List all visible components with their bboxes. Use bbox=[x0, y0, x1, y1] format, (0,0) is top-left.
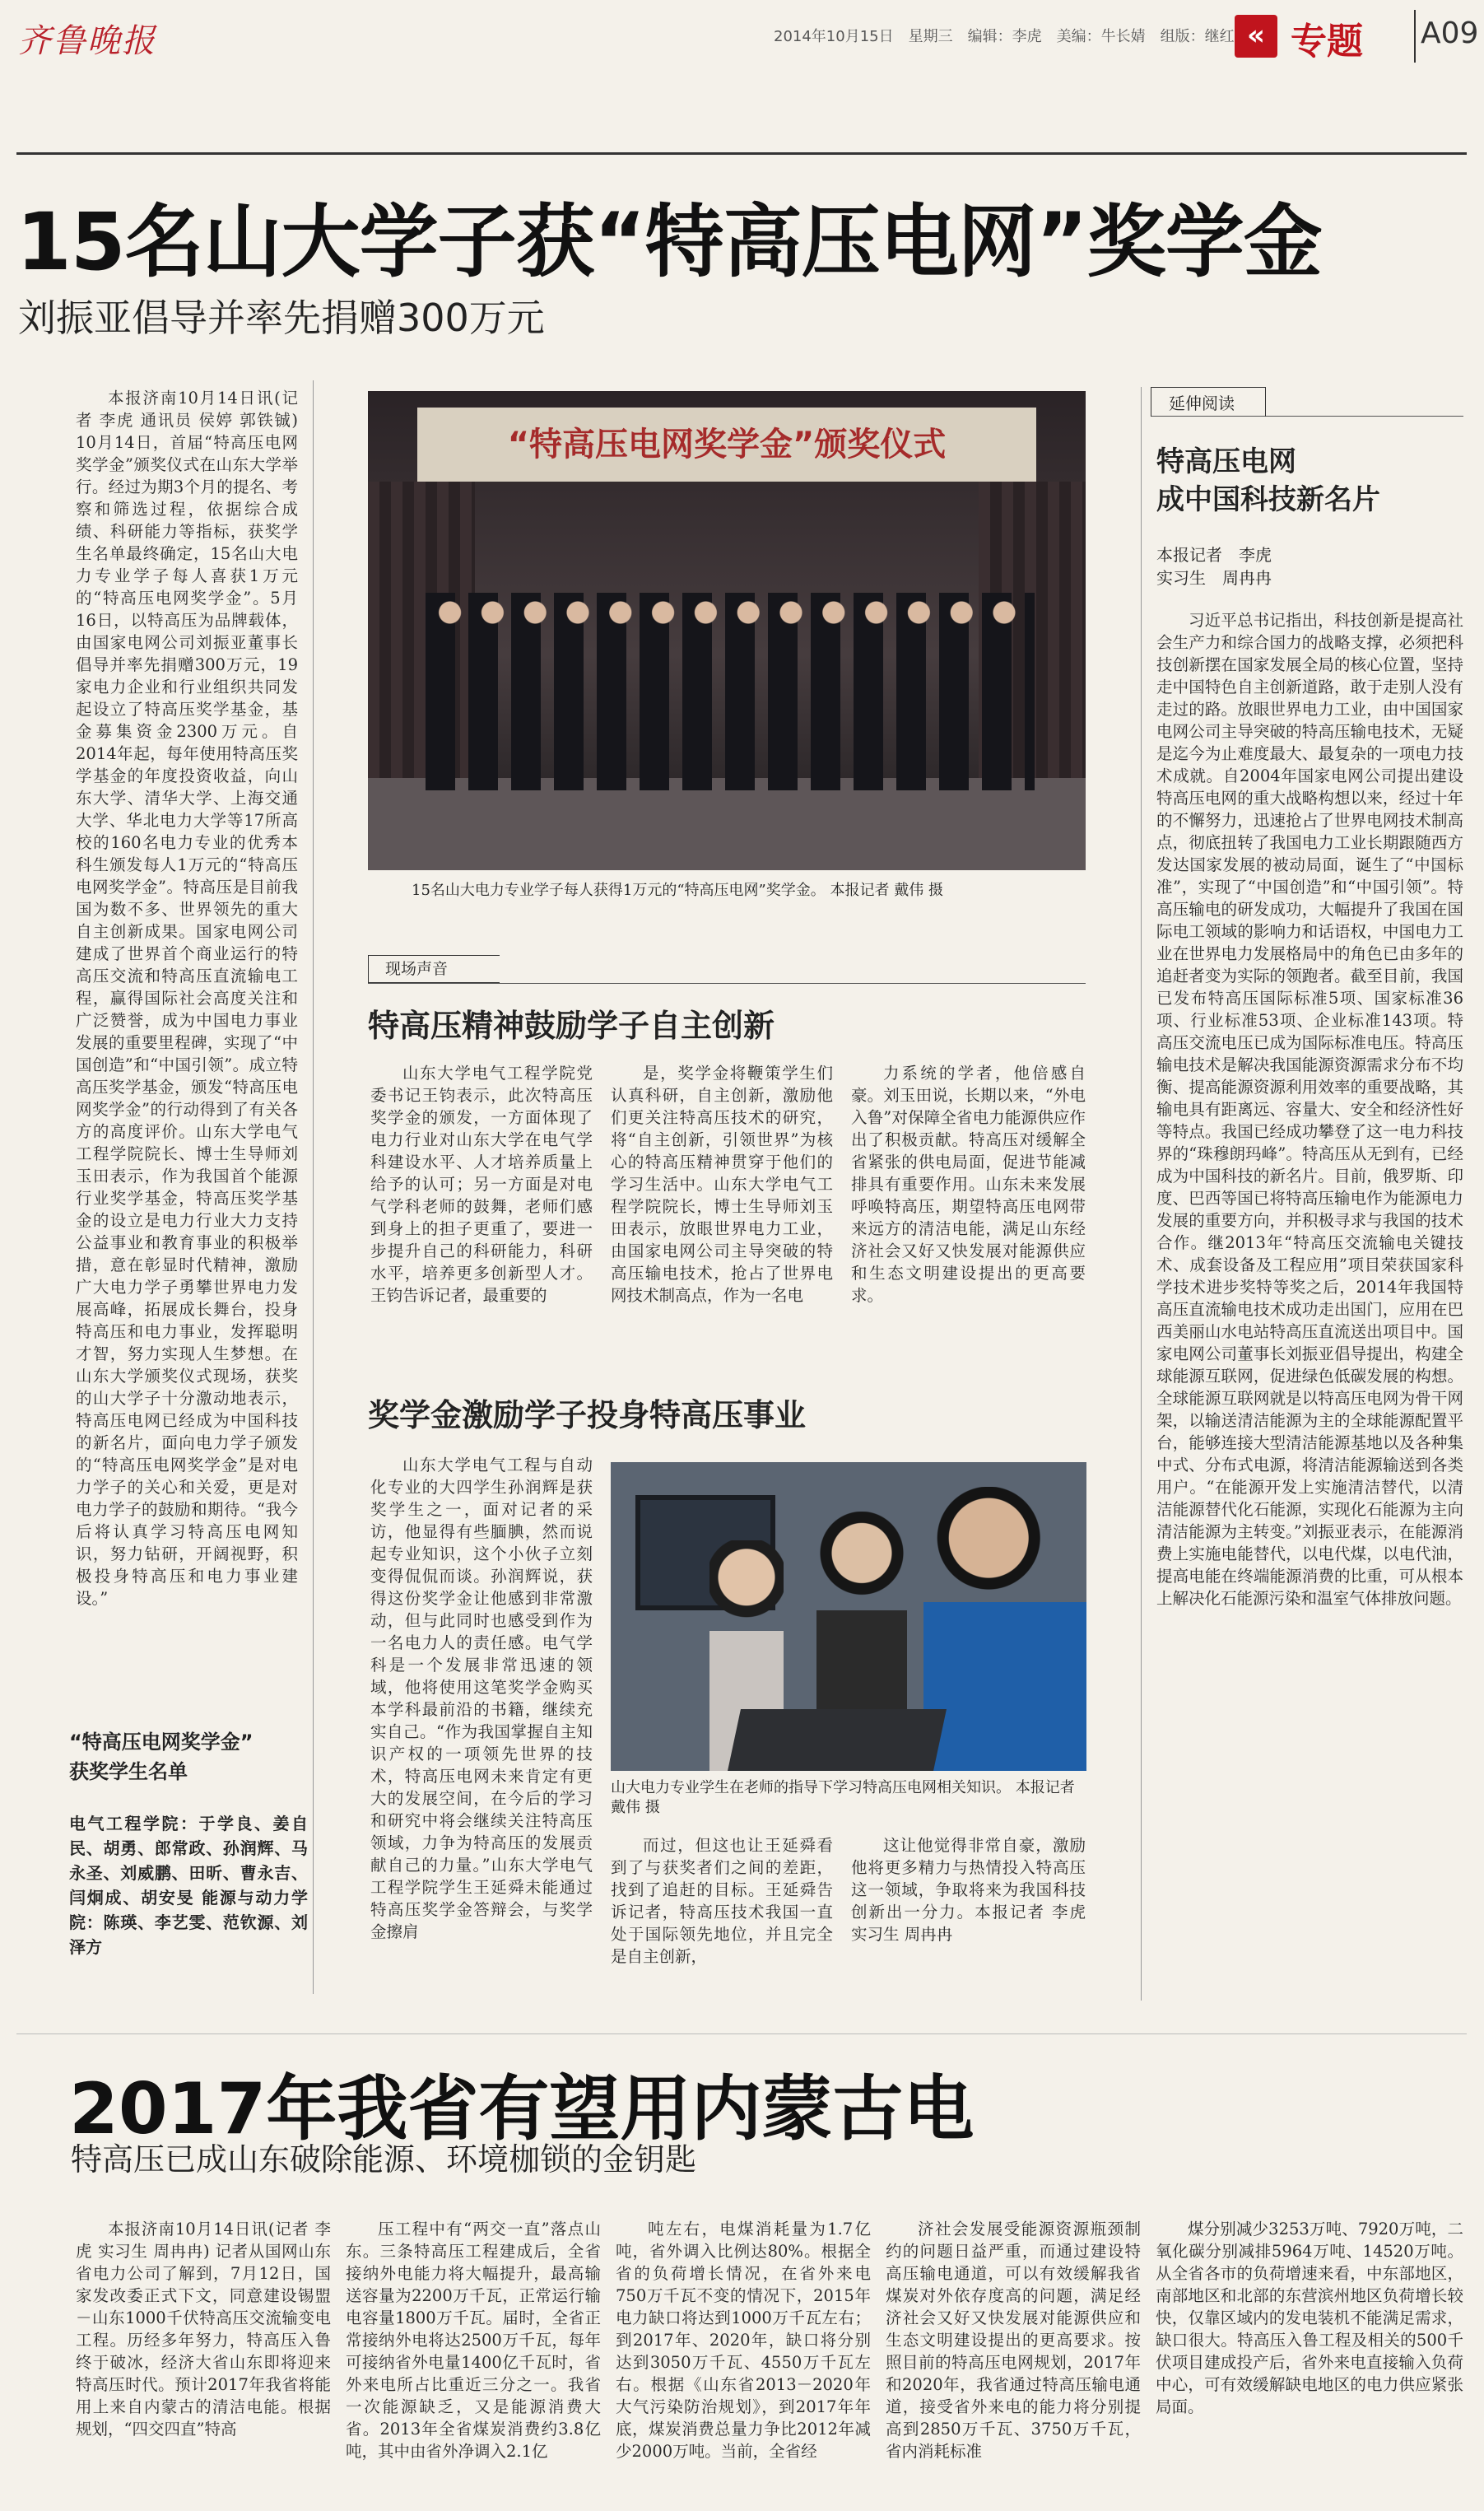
photo-caption: 15名山大电力专业学子每人获得1万元的“特高压电网”奖学金。 本报记者 戴伟 摄 bbox=[412, 882, 943, 899]
article2-text4: 济社会发展受能源资源瓶颈制约的问题日益严重，而通过建设特高压输电通道，可以有效缓解我省煤炭对外依存度高的问题，满足经济社会又好又快发展对能源供应和生态文明建设提出的更高要求。按照目前的特高压电网规划，2017年和2020年，我省通过特高压输电通道，接受省外来电的能力将分别提高到2850万千瓦、3750万千瓦，省内消耗标准 bbox=[886, 2220, 1141, 2461]
subheadline: 特高压已成山东破除能源、环境枷锁的金钥匙 bbox=[71, 2141, 697, 2178]
article2-text1: 本报济南10月14日讯(记者 李虎 实习生 周冉冉) 记者从国网山东省电力公司了解到，7月12日，国家发改委正式下文，同意建设锡盟－山东1000千伏特高压交流输变电工程。历经多年努力，特高压入鲁终于破冰，经济大省山东即将迎来特高压时代。预计2017年我省将能用上来自内蒙古的清洁电能。根据规划，“四交四直”特高 bbox=[76, 2220, 331, 2439]
lead-column bbox=[76, 387, 298, 1707]
students-group bbox=[426, 593, 1035, 790]
article2-col2 bbox=[346, 2218, 601, 2498]
photo-caption: 山大电力专业学生在老师的指导下学习特高压电网相关知识。 本报记者 戴伟 摄 bbox=[611, 1779, 1075, 1816]
sidebar-byline bbox=[1156, 543, 1272, 589]
masthead bbox=[0, 0, 1484, 82]
article2-text3: 吨左右，电煤消耗量为1.7亿吨，省外调入比例达80%。根据全省的负荷增长情况，在省外来电750万千瓦不变的情况下，2015年电力缺口将达到1000万千瓦左右；到2017年、2020年，缺口将分别达到3050万千瓦、4550万千瓦左右。根据《山东省2013－2020年大气污染防治规划》，到2017年年底，煤炭消费总量力争比2012年减少2000万吨。当前，全省经 bbox=[616, 2220, 871, 2461]
banner: “特高压电网奖学金”颁奖仪式 bbox=[417, 408, 1036, 482]
article2-col5 bbox=[1156, 2218, 1463, 2498]
section-tag bbox=[368, 955, 500, 983]
sidebar-byline-reporter: 本报记者 李虎 bbox=[1156, 545, 1272, 565]
winners-list-title bbox=[69, 1727, 308, 1787]
article2-text2: 压工程中有“两交一直”落点山东。三条特高压工程建成后，全省接纳外电能力将大幅提升，最高输送容量为2200万千瓦，正常运行输电容量1800万千瓦。届时，全省正常接纳外电将达2500万千瓦，每年可接纳省外电量1400亿千瓦时，省外来电所占比重近三分之一。我省一次能源缺乏，又是能源消费大省。2013年全省煤炭消费约3.8亿吨，其中由省外净调入2.1亿 bbox=[346, 2220, 601, 2461]
sidebar-column bbox=[1156, 609, 1463, 2009]
sidebar-byline-intern: 实习生 周冉冉 bbox=[1156, 568, 1272, 588]
section2-col1 bbox=[370, 1454, 593, 2032]
vertical-divider bbox=[1414, 10, 1416, 63]
section-tag-label: 现场声音 bbox=[385, 960, 449, 978]
teacher bbox=[923, 1487, 1086, 1771]
subheadline: 刘振亚倡导并率先捐赠300万元 bbox=[18, 296, 545, 340]
headline: 2017年我省有望用内蒙古电 bbox=[69, 2068, 975, 2150]
sidebar-divider bbox=[1141, 387, 1142, 2001]
section-arrow-icon: « bbox=[1235, 15, 1277, 58]
winners-title-line2: 获奖学生名单 bbox=[69, 1760, 188, 1783]
article2-col4 bbox=[886, 2218, 1141, 2498]
sidebar-tag-label: 延伸阅读 bbox=[1169, 394, 1235, 413]
lead-text: 本报济南10月14日讯(记者 李虎 通讯员 侯婷 郭铁铖) 10月14日，首届“特高压电网奖学金”颁奖仪式在山东大学举行。经过为期3个月的提名、考察和筛选过程，依据综合成绩、科研能力等指标，获奖学生名单最终确定，15名山大电力专业学子每人喜获1万元的“特高压电网奖学金”。5月16日，以特高压为品牌载体，由国家电网公司刘振亚董事长倡导并率先捐赠300万元，19家电力企业和行业组织共同发起设立了特高压奖学基金，基金募集资金2300万元。自2014年起，每年使用特高压奖学基金的年度投资收益，向山东大学、清华大学、上海交通大学、华北电力大学等17所高校的160名电力专业的优秀本科生颁发每人1万元的“特高压电网奖学金”。特高压是目前我国为数不多、世界领先的重大自主创新成果。国家电网公司建成了世界首个商业运行的特高压交流和特高压直流输电工程，赢得国际社会高度关注和广泛赞誉，成为中国电力事业发展的重要里程碑，实现了“中国创造”和“中国引领”。成立特高压奖学基金，颁发“特高压电网奖学金”的行动得到了有关各方的高度评价。山东大学电气工程学院院长、博士生导师刘玉田表示，作为我国首个能源行业奖学基金，特高压奖学基金的设立是电力行业大力支持公益事业和教育事业的积极举措，意在彰显时代精神，激励广大电力学子勇攀世界电力发展高峰，拓展成长舞台，投身特高压和电力事业，发挥聪明才智，努力实现人生梦想。在山东大学颁奖仪式现场，获奖的山大学子十分激动地表示，特高压电网已经成为中国科技的新名片，面向电力学子颁发的“特高压电网奖学金”是对电力学子的关心和关爱，更是对电力学子的鼓励和期待。“我今后将认真学习特高压电网知识，努力钻研，开阔视野，积极投身特高压和电力事业建设。” bbox=[76, 389, 298, 1608]
sidebar-text: 习近平总书记指出，科技创新是提高社会生产力和综合国力的战略支撑，必须把科技创新摆在国家发展全局的核心位置，坚持走中国特色自主创新道路，敢于走别人没有走过的路。放眼世界电力工业，由中国国家电网公司主导突破的特高压输电技术，无疑是迄今为止难度最大、最复杂的一项电力技术成就。自2004年国家电网公司提出建设特高压电网的重大战略构想以来，经过十年的不懈努力，迅速抢占了世界电网技术制高点，彻底扭转了我国电力工业长期跟随西方发达国家发展的被动局面，诞生了“中国标准”，实现了“中国创造”和“中国引领”。特高压输电的研发成功，大幅提升了我国在国际电工领域的影响力和话语权，中国电力工业在世界电力发展格局中的角色已由多年的追赶者变为实际的领跑者。截至目前，我国已发布特高压国际标准5项、国家标准36项、行业标准53项、企业标准143项。特高压交流电压已成为国际标准电压。特高压输电技术是解决我国能源资源需求分布不均衡、提高能源资源利用效率的重要战略，其输电具有距离远、容量大、安全和经济性好等特点。我国已经成功攀登了这一电力科技界的“珠穆朗玛峰”。特高压从无到有，已经成为中国科技的新名片。目前，俄罗斯、印度、巴西等国已将特高压输电作为能源电力发展的重要方向，并积极寻求与我国的技术合作。继2013年“特高压交流输电关键技术、成套设备及工程应用”项目荣获国家科学技术进步奖特等奖之后，2014年我国特高压直流输电技术成功走出国门，应用在巴西美丽山水电站特高压直流送出项目中。国家电网公司董事长刘振亚倡导提出，构建全球能源互联网，促进绿色低碳发展的构想。全球能源互联网就是以特高压电网为骨干网架，以输送清洁能源为主的全球能源配置平台，能够连接大型清洁能源基地以及各种集中式、分布式电源，将清洁能源输送到各类用户。“在能源开发上实施清洁替代，以清洁能源替代化石能源，实现化石能源为主向清洁能源为主转变。”刘振亚表示，在能源消费上实施电能替代，以电代煤，以电代油，提高电能在终端能源消费的比重，可从根本上解决化石能源污染和温室气体排放问题。 bbox=[1156, 611, 1463, 1608]
headline: 15名山大学子获“特高压电网”奖学金 bbox=[16, 196, 1322, 288]
sidebar-tag bbox=[1151, 387, 1463, 417]
section-rule bbox=[368, 983, 1086, 984]
section1-text2: 是，奖学金将鞭策学生们认真科研，自主创新，激励他们更关注特高压技术的研究，将“自主创新，引领世界”为核心的特高压精神贯穿于他们的学习生活中。山东大学电气工程学院院长，博士生导师刘玉田表示，放眼世界电力工业，由国家电网公司主导突破的特高压输电技术，抢占了世界电网技术制高点，作为一名电 bbox=[611, 1064, 833, 1305]
section-name: 专题 bbox=[1291, 21, 1363, 63]
section2-col3 bbox=[851, 1834, 1086, 1999]
newspaper-logo: 齐鲁晚报 bbox=[18, 22, 156, 60]
article-divider bbox=[16, 2033, 1467, 2034]
sidebar-title-line1: 特高压电网 bbox=[1156, 445, 1296, 478]
section2-col2 bbox=[611, 1834, 833, 1999]
article2-text5: 煤分别减少3253万吨、7920万吨，二氧化碳分别减排5964万吨、14520万吨。从全省各市的负荷增速来看，中东部地区，南部地区和北部的东营滨州地区负荷增长较快，仅靠区域内的发电装机不能满足需求，缺口很大。特高压入鲁工程及相关的500千伏项目建成投产后，省外来电直接输入负荷中心，可有效缓解缺电地区的电力供应紧张局面。 bbox=[1156, 2220, 1463, 2416]
section1-text3: 力系统的学者，他倍感自豪。刘玉田说，长期以来，“外电入鲁”对保障全省电力能源供应作出了积极贡献。特高压对缓解全省紧张的供电局面，促进节能减排具有重要作用。山东未来发展呼唤特高压，期望特高压电网带来远方的清洁电能，满足山东经济社会又好又快发展对能源供应和生态文明建设提出的更高要求。 bbox=[851, 1064, 1086, 1305]
sidebar-title bbox=[1156, 443, 1380, 519]
winners-title-line1: “特高压电网奖学金” bbox=[69, 1731, 254, 1754]
ceremony-photo bbox=[368, 391, 1086, 870]
article2-col3 bbox=[616, 2218, 871, 2498]
laptop bbox=[728, 1709, 947, 1771]
winners-list: 电气工程学院：于学良、姜自民、胡勇、郎常政、孙润辉、马永圣、刘威鹏、田昕、曹永吉、闫炯成、胡安旻 能源与动力学院：陈瑛、李艺雯、范钦源、刘泽方 bbox=[69, 1814, 308, 1957]
section-title: 奖学金激励学子投身特高压事业 bbox=[368, 1397, 807, 1433]
article2-col1 bbox=[76, 2218, 331, 2498]
header-rule bbox=[16, 152, 1467, 155]
section1-col3 bbox=[851, 1062, 1086, 1482]
section1-text1: 山东大学电气工程学院党委书记王钧表示，此次特高压奖学金的颁发，一方面体现了电力行业对山东大学在电气学科建设水平、人才培养质量上给予的认可；另一方面是对电气学科老师的鼓舞，老师们感到身上的担子更重了，要进一步提升自己的科研能力，科研水平，培养更多创新型人才。王钧告诉记者，最重要的 bbox=[370, 1064, 593, 1305]
sidebar-title-line2: 成中国科技新名片 bbox=[1156, 483, 1380, 516]
section-title: 特高压精神鼓励学子自主创新 bbox=[368, 1008, 775, 1044]
page-number: A09 bbox=[1421, 16, 1479, 50]
section2-text2: 而过，但这也让王延舜看到了与获奖者们之间的差距，找到了追赶的目标。王延舜告诉记者，特高压技术我国一直处于国际领先地位，并且完全是自主创新， bbox=[611, 1836, 833, 1966]
section2-text3: 这让他觉得非常自豪，激励他将更多精力与热情投入特高压这一领域，争取将来为我国科技创新出一分力。本报记者 李虎 实习生 周冉冉 bbox=[851, 1836, 1086, 1944]
classroom-photo bbox=[611, 1462, 1086, 1771]
stage-floor bbox=[368, 778, 1086, 870]
issue-info: 2014年10月15日 星期三 编辑：李虎 美编：牛长婧 组版：继红 bbox=[774, 28, 1235, 45]
column-divider bbox=[313, 380, 314, 1994]
section2-text1: 山东大学电气工程与自动化专业的大四学生孙润辉是获奖学生之一，面对记者的采访，他显得有些腼腆，然而说起专业知识，这个小伙子立刻变得侃侃而谈。孙润辉说，获得这份奖学金让他感到非常激动，但与此同时也感受到作为一名电力人的责任感。电气学科是一个发展非常迅速的领域，他将使用这笔奖学金购买本学科最前沿的书籍，继续充实自己。“作为我国掌握自主知识产权的一项领先世界的技术，特高压电网未来肯定有更大的发展空间，在今后的学习和研究中将会继续关注特高压领域，力争为特高压的发展贡献自己的力量。”山东大学电气工程学院学生王延舜未能通过特高压奖学金答辩会，与奖学金擦肩 bbox=[370, 1456, 593, 1941]
